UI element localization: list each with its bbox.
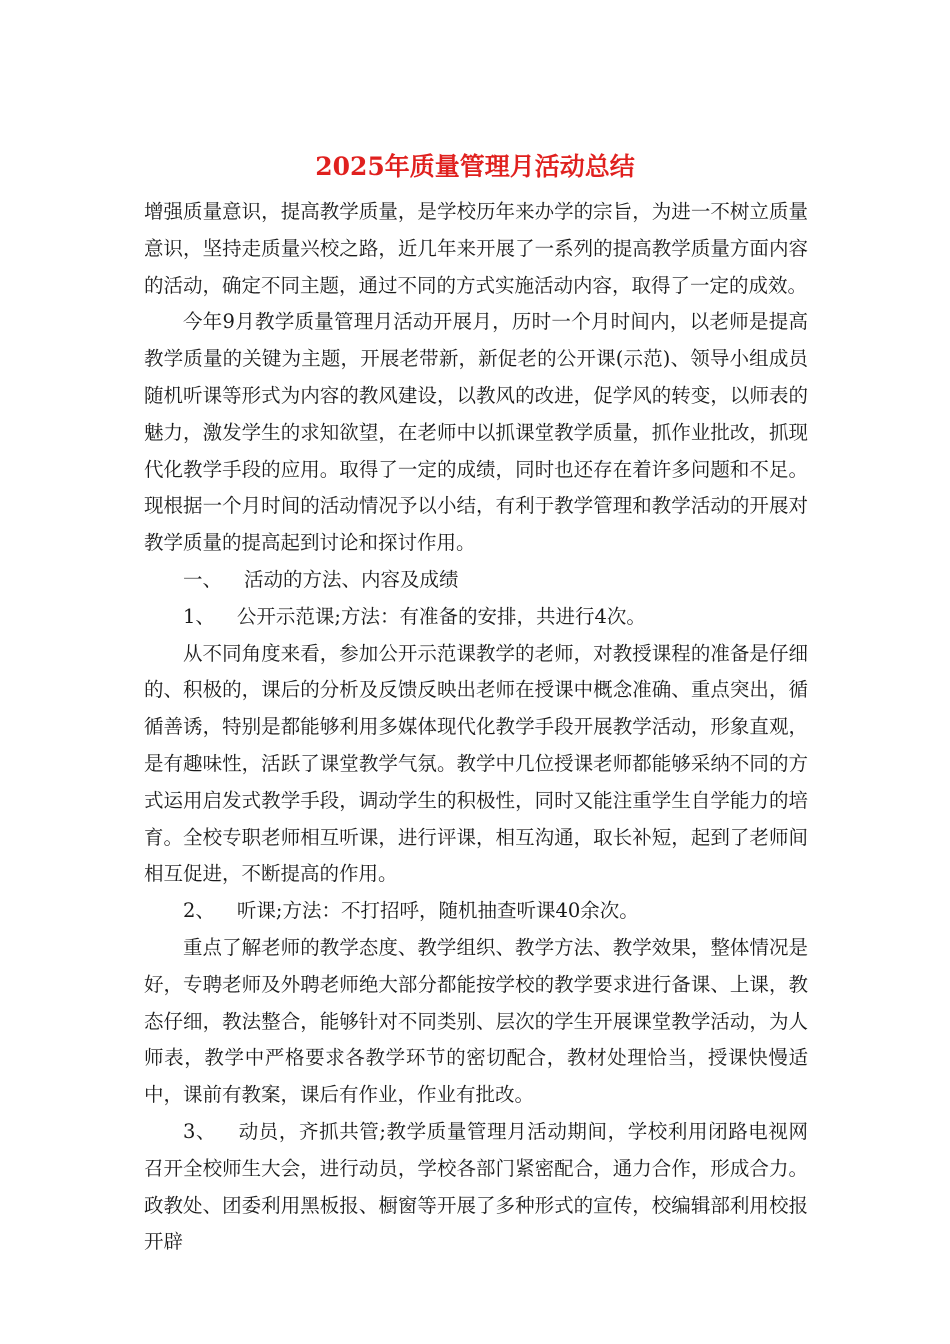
- item-text: 动员，齐抓共管;教学质量管理月活动期间，学校利用闭路电视网召开全校师生大会，进行动员，学校各部门紧密配合，通力合作，形成合力。政教处、团委利用黑板报、橱窗等开展了多种形式的宣传，校编辑部利用校报开辟: [144, 1119, 808, 1254]
- document-body: [144, 194, 808, 1261]
- item-heading: [144, 893, 808, 930]
- document-title: 2025年质量管理月活动总结: [315, 152, 635, 181]
- overview-paragraph: 今年9月教学质量管理月活动开展月，历时一个月时间内，以老师是提高教学质量的关键为主题，开展老带新，新促老的公开课(示范)、领导小组成员随机听课等形式为内容的教风建设，以教风的改进，促学风的转变，以师表的魅力，激发学生的求知欲望，在老师中以抓课堂教学质量，抓作业批改，抓现代化教学手段的应用。取得了一定的成绩，同时也还存在着许多问题和不足。现根据一个月时间的活动情况予以小结，有利于教学管理和教学活动的开展对教学质量的提高起到讨论和探讨作用。: [144, 310, 808, 555]
- section-label: 活动的方法、内容及成绩: [244, 567, 459, 591]
- intro-paragraph: 增强质量意识，提高教学质量，是学校历年来办学的宗旨，为进一不树立质量意识，坚持走质量兴校之路，近几年来开展了一系列的提高教学质量方面内容的活动，确定不同主题，通过不同的方式实施活动内容，取得了一定的成效。: [144, 200, 808, 297]
- item-number: 2、: [183, 899, 215, 923]
- item-paragraph: 从不同角度来看，参加公开示范课教学的老师，对教授课程的准备是仔细的、积极的，课后的分析及反馈反映出老师在授课中概念准确、重点突出，循循善诱，特别是都能够利用多媒体现代化教学手段开展教学活动，形象直观，是有趣味性，活跃了课堂教学气氛。教学中几位授课老师都能够采纳不同的方式运用启发式教学手段，调动学生的积极性，同时又能注重学生自学能力的培育。全校专职老师相互听课，进行评课，相互沟通，取长补短，起到了老师间相互促进，不断提高的作用。: [144, 641, 808, 886]
- section-heading: [144, 562, 808, 599]
- item-paragraph: 重点了解老师的教学态度、教学组织、教学方法、教学效果，整体情况是好，专聘老师及外聘老师绝大部分都能按学校的教学要求进行备课、上课，教态仔细，教法整合，能够针对不同类别、层次的学生开展课堂教学活动，为人师表，教学中严格要求各教学环节的密切配合，教材处理恰当，授课快慢适中，课前有教案，课后有作业，作业有批改。: [144, 935, 808, 1107]
- item-label: 公开示范课;方法：有准备的安排，共进行4次。: [236, 604, 646, 628]
- item-number: 1、: [183, 604, 215, 628]
- item-paragraph: [144, 1114, 808, 1261]
- item-label: 听课;方法：不打招呼，随机抽查听课40余次。: [236, 899, 639, 923]
- item-heading: [144, 599, 808, 636]
- section-number: 一、: [183, 567, 223, 591]
- item-number: 3、: [183, 1119, 217, 1143]
